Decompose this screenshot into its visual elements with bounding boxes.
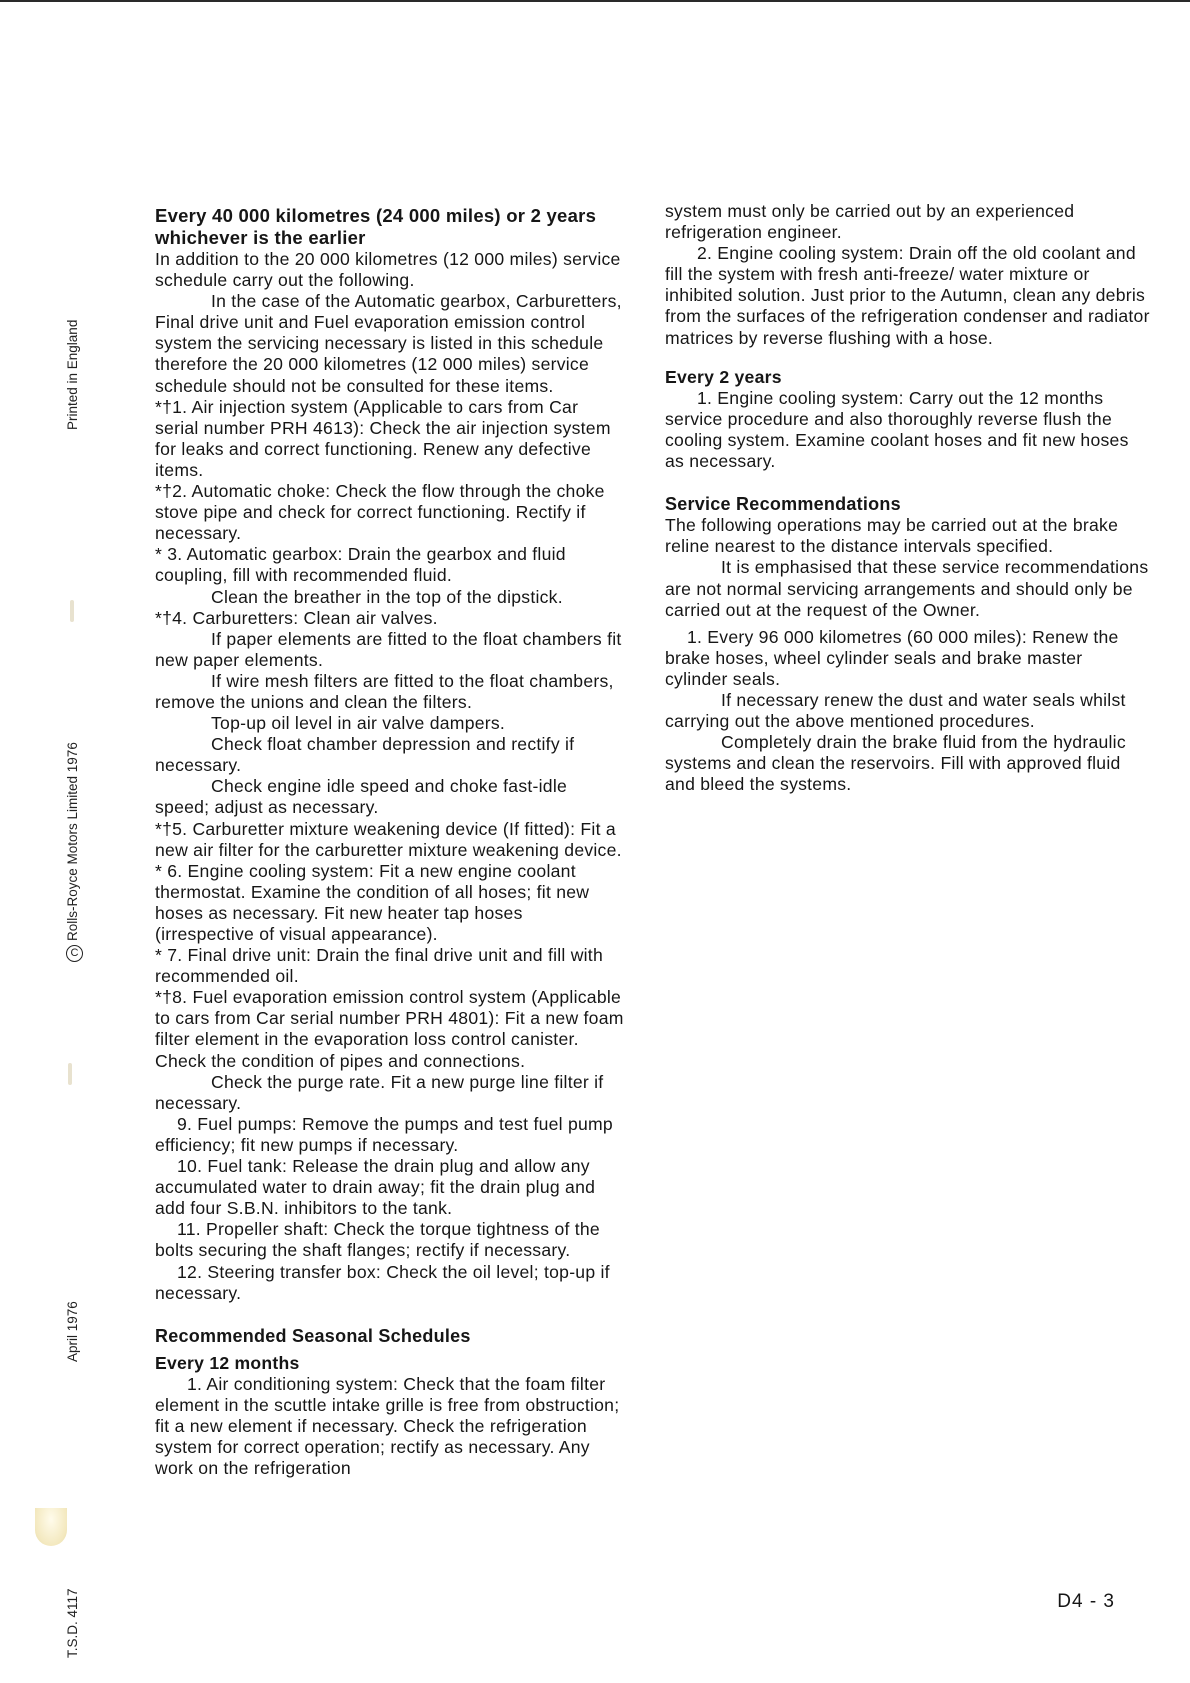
paragraph: If wire mesh filters are fitted to the float chambers, remove the unions and clean the filters. [155, 670, 614, 712]
document-code: T.S.D. 4117 [65, 1588, 80, 1658]
paragraph: If necessary renew the dust and water seals whilst carrying out the above mentioned procedures. [665, 689, 1126, 732]
punch-hole-mark [35, 1508, 67, 1546]
paragraph: In addition to the 20 000 kilometres (12 000 miles) service schedule carry out the following. [155, 249, 621, 291]
list-item: * 7. Final drive unit: Drain the final drive unit and fill with recommended oil. [155, 945, 603, 987]
section-heading: Service Recommendations [665, 494, 901, 515]
paragraph: Completely drain the brake fluid from the hydraulic systems and clean the reservoirs. Fill with approved fluid and bleed the systems. [665, 732, 1126, 795]
copyright-line [65, 742, 83, 962]
right-column [665, 201, 1150, 795]
print-date: April 1976 [65, 1301, 80, 1362]
top-border [0, 0, 1190, 2]
paragraph: In the case of the Automatic gearbox, Carburetters, Final drive unit and Fuel evaporation emission control system the servicing necessary is listed in this schedule therefore the 20 000 kilometres (12 000 miles) service schedule should not be consulted for these items. [155, 291, 622, 396]
list-item: * 3. Automatic gearbox: Drain the gearbox and fluid coupling, fill with recommended fluid. [155, 544, 566, 586]
paragraph: It is emphasised that these service recommendations are not normal servicing arrangements and should only be carried out at the request of the Owner. [665, 557, 1149, 620]
margin-mark [68, 1063, 72, 1085]
list-item: * 6. Engine cooling system: Fit a new engine coolant thermostat. Examine the condition of all hoses; fit new hoses as necessary. Fit new heater tap hoses (irrespective of visual appearance). [155, 860, 590, 944]
subsection-heading: Every 12 months [155, 1352, 300, 1373]
list-item: 1. Every 96 000 kilometres (60 000 miles): Renew the brake hoses, wheel cylinder seals and brake master cylinder seals. [665, 626, 1119, 689]
list-item: *†1. Air injection system (Applicable to cars from Car serial number PRH 4613): Check the air injection system for leaks and correct functioning. Renew any defective items. [155, 396, 611, 480]
paragraph: Top-up oil level in air valve dampers. [211, 713, 506, 734]
subsection-heading: Every 2 years [665, 366, 782, 387]
list-item: *†2. Automatic choke: Check the flow through the choke stove pipe and check for correct functioning. Rectify if necessary. [155, 481, 605, 544]
paragraph: system must only be carried out by an experienced refrigeration engineer. [665, 201, 1075, 243]
list-item: *†4. Carburetters: Clean air valves. [155, 607, 438, 628]
paragraph: Clean the breather in the top of the dipstick. [211, 586, 563, 607]
copyright-icon: C [66, 945, 83, 962]
paragraph: If paper elements are fitted to the float chambers fit new paper elements. [155, 628, 622, 670]
section-heading: Every 40 000 kilometres (24 000 miles) or 2 years whichever is the earlier [155, 205, 597, 248]
list-item: 1. Air conditioning system: Check that the foam filter element in the scuttle intake grille is free from obstruction; fit a new element if necessary. Check the refrigeration system for correct operation; rectify as necessary. Any work on the refrigeration [155, 1373, 620, 1479]
list-item: *†8. Fuel evaporation emission control system (Applicable to cars from Car serial number PRH 4801): Fit a new foam filter element in the evaporation loss control canister. Check the condition of pipes and connections. [155, 987, 624, 1071]
paragraph: Check float chamber depression and rectify if necessary. [155, 734, 575, 776]
list-item: 10. Fuel tank: Release the drain plug and allow any accumulated water to drain away; fit the drain plug and add four S.B.N. inhibitors to the tank. [155, 1156, 596, 1219]
list-item: 12. Steering transfer box: Check the oil level; top-up if necessary. [155, 1261, 610, 1303]
list-item: 9. Fuel pumps: Remove the pumps and test fuel pump efficiency; fit new pumps if necessary. [155, 1113, 613, 1155]
copyright-text: Rolls-Royce Motors Limited 1976 [65, 742, 80, 941]
list-item: 2. Engine cooling system: Drain off the old coolant and fill the system with fresh anti-freeze/ water mixture or inhibited solution. Just prior to the Autumn, clean any debris from the surfaces of the refrigeration condenser and radiator matrices by reverse flushing with a hose. [665, 243, 1150, 348]
list-item: 11. Propeller shaft: Check the torque tightness of the bolts securing the shaft flanges; rectify if necessary. [155, 1219, 600, 1261]
list-item: *†5. Carburetter mixture weakening device (If fitted): Fit a new air filter for the carburetter mixture weakening device. [155, 818, 622, 860]
paragraph: Check the purge rate. Fit a new purge line filter if necessary. [155, 1071, 604, 1113]
paragraph: The following operations may be carried out at the brake reline nearest to the distance intervals specified. [665, 515, 1119, 557]
printed-in-england: Printed in England [65, 319, 80, 430]
page-number: D4 - 3 [1057, 1591, 1115, 1612]
section-heading: Recommended Seasonal Schedules [155, 1325, 471, 1346]
paragraph: Check engine idle speed and choke fast-idle speed; adjust as necessary. [155, 776, 568, 818]
left-column [155, 205, 625, 1479]
margin-mark [70, 600, 74, 622]
list-item: 1. Engine cooling system: Carry out the 12 months service procedure and also thoroughly reverse flush the cooling system. Examine coolant hoses and fit new hoses as necessary. [665, 387, 1129, 472]
